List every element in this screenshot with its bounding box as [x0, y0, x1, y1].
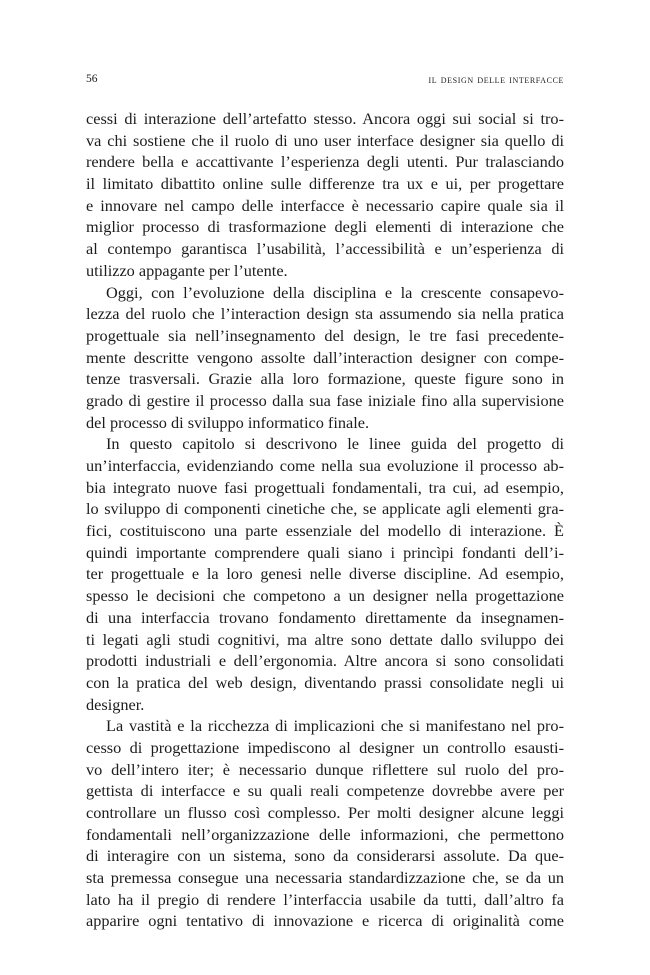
text-line: bia integrato nuove fasi progettuali fondamentali, tra cui, ad esempio, [86, 477, 564, 497]
running-title: il design delle interfacce [428, 72, 564, 86]
text-line: di una interfaccia trovano fondamento direttamente da insegnamen- [86, 607, 564, 627]
text-line: lo sviluppo di componenti cinetiche che, se applicate agli elementi gra- [86, 499, 564, 519]
text-line: un’interfaccia, evidenziando come nella sua evoluzione il processo ab- [86, 456, 564, 475]
text-line: ter progettuale e la loro genesi nelle diverse discipline. Ad esempio, [86, 564, 564, 584]
text-line: ti legati agli studi cognitivi, ma altre sono dettate dallo sviluppo dei [86, 629, 564, 649]
text-line: e innovare nel campo delle interfacce è necessario capire quale sia il [86, 195, 564, 215]
text-line: Oggi, con l’evoluzione della disciplina e la crescente consapevo- [106, 282, 564, 302]
text-line: miglior processo di trasformazione degli elementi di interazione che [86, 217, 564, 237]
text-line: La vastità e la ricchezza di implicazioni che si manifestano nel pro- [106, 716, 564, 736]
text-line: tenze trasversali. Grazie alla loro formazione, queste figure sono in [86, 369, 564, 389]
text-line: cesso di progettazione impediscono al designer un controllo esausti- [86, 737, 564, 757]
text-line: di interagire con un sistema, sono da considerarsi assolute. Da que- [86, 846, 564, 866]
text-line: sta premessa consegue una necessaria standardizzazione che, se da un [86, 868, 564, 888]
page-number: 56 [86, 73, 98, 85]
text-line: cessi di interazione dell’artefatto stesso. Ancora oggi sui social si tro- [86, 109, 564, 128]
text-line: prodotti industriali e dell’ergonomia. Altre ancora si sono consolidati [86, 651, 564, 671]
text-line: apparire ogni tentativo di innovazione e ricerca di originalità come [86, 911, 564, 931]
text-line: quindi importante comprendere quali siano i princìpi fondanti dell’i- [86, 542, 564, 562]
text-line: il limitato dibattito online sulle differenze tra ux e ui, per progettare [86, 174, 564, 194]
text-line: al contempo garantisca l’usabilità, l’accessibilità e un’esperienza di [86, 239, 564, 259]
text-line: lezza del ruolo che l’interaction design sta assumendo sia nella pratica [86, 304, 564, 324]
page-header [86, 72, 564, 86]
text-line: mente descritte vengono assolte dall’interaction designer con compe- [86, 347, 564, 367]
text-line: con la pratica del web design, diventando prassi consolidate negli ui [86, 672, 564, 692]
text-line: designer. [86, 694, 145, 714]
text-line: progettuale sia nell’insegnamento del design, le tre fasi precedente- [86, 325, 564, 345]
body-text [86, 108, 564, 932]
text-line: va chi sostiene che il ruolo di uno user interface designer sia quello di [86, 130, 564, 150]
text-line: utilizzo appagante per l’utente. [86, 260, 288, 280]
text-line: gettista di interfacce e su quali reali competenze dovrebbe avere per [86, 781, 564, 801]
text-line: fondamentali nell’organizzazione delle informazioni, che permettono [86, 824, 564, 844]
text-line: spesso le decisioni che competono a un designer nella progettazione [86, 586, 564, 606]
text-line: rendere bella e accattivante l’esperienza degli utenti. Pur tralasciando [86, 152, 564, 172]
text-line: controllare un flusso così complesso. Per molti designer alcune leggi [86, 803, 564, 822]
text-line: grado di gestire il processo dalla sua fase iniziale fino alla supervisione [86, 390, 564, 410]
text-line: del processo di sviluppo informatico finale. [86, 412, 370, 432]
text-line: fici, costituiscono una parte essenziale del modello di interazione. È [86, 521, 564, 541]
text-line: In questo capitolo si descrivono le linee guida del progetto di [106, 434, 564, 454]
text-line: lato ha il pregio di rendere l’interfaccia usabile da tutti, dall’altro fa [86, 889, 564, 909]
text-line: vo dell’intero iter; è necessario dunque riflettere sul ruolo del pro- [86, 759, 564, 779]
